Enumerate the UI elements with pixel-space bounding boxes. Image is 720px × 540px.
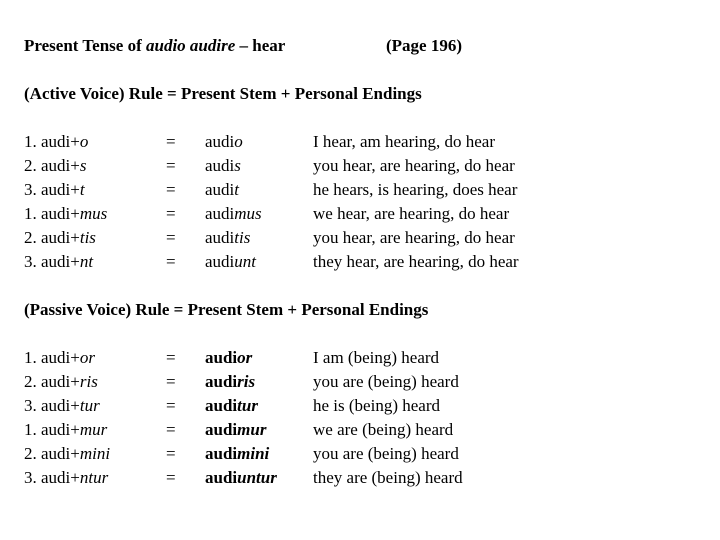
title-verb: audio audire — [146, 36, 236, 55]
form-cell — [24, 132, 88, 152]
result-cell — [205, 156, 241, 176]
ending: tis — [79, 228, 96, 247]
translation: they are (being) heard — [313, 468, 463, 487]
result-ending: or — [237, 348, 253, 367]
equals-sign: = — [166, 348, 176, 367]
person-stem: 1. audi+ — [24, 132, 80, 151]
ending: ntur — [79, 468, 109, 487]
result-stem: audi — [205, 444, 238, 463]
equals-sign: = — [166, 156, 176, 175]
result-cell — [205, 372, 255, 392]
result-ending: mini — [237, 444, 270, 463]
form-cell — [24, 204, 107, 224]
translation: you hear, are hearing, do hear — [313, 156, 515, 175]
person-stem: 3. audi+ — [24, 468, 80, 487]
person-stem: 2. audi+ — [24, 228, 80, 247]
conjugation-row — [24, 372, 704, 396]
result-cell — [205, 420, 266, 440]
equals-sign: = — [166, 252, 176, 271]
ending: mini — [79, 444, 111, 463]
passive-conjugation-table — [24, 348, 704, 492]
person-stem: 1. audi+ — [24, 348, 80, 367]
title-meaning: – hear — [235, 36, 286, 55]
translation: they hear, are hearing, do hear — [313, 252, 519, 271]
equals-sign: = — [166, 132, 176, 151]
result-stem: audi — [205, 468, 238, 487]
form-cell — [24, 372, 98, 392]
conjugation-row — [24, 444, 704, 468]
conjugation-row — [24, 348, 704, 372]
result-stem: audi — [205, 420, 238, 439]
equals-sign: = — [166, 396, 176, 415]
ending: t — [79, 180, 85, 199]
result-stem: audi — [205, 396, 238, 415]
result-cell — [205, 468, 277, 488]
result-ending: tis — [234, 228, 251, 247]
result-cell — [205, 444, 269, 464]
person-stem: 3. audi+ — [24, 396, 80, 415]
result-ending: untur — [237, 468, 277, 487]
result-stem: audi — [205, 204, 235, 223]
translation: we hear, are hearing, do hear — [313, 204, 510, 223]
result-stem: audi — [205, 228, 235, 247]
equals-sign: = — [166, 204, 176, 223]
form-cell — [24, 252, 93, 272]
result-ending: s — [234, 156, 241, 175]
ending: mur — [79, 420, 108, 439]
person-stem: 3. audi+ — [24, 252, 80, 271]
equals-sign: = — [166, 180, 176, 199]
result-cell — [205, 204, 262, 224]
form-cell — [24, 180, 85, 200]
conjugation-row — [24, 180, 704, 204]
result-stem: audi — [205, 180, 235, 199]
conjugation-row — [24, 228, 704, 252]
form-cell — [24, 420, 107, 440]
result-ending: mur — [237, 420, 267, 439]
equals-sign: = — [166, 444, 176, 463]
form-cell — [24, 228, 96, 248]
person-stem: 2. audi+ — [24, 372, 80, 391]
form-cell — [24, 156, 86, 176]
form-cell — [24, 444, 110, 464]
result-cell — [205, 348, 252, 368]
page-title — [24, 36, 463, 56]
conjugation-row — [24, 252, 704, 276]
page-reference: (Page 196) — [386, 36, 463, 55]
result-ending: unt — [234, 252, 257, 271]
ending: tur — [79, 396, 100, 415]
result-ending: ris — [237, 372, 256, 391]
translation: you hear, are hearing, do hear — [313, 228, 515, 247]
conjugation-row — [24, 204, 704, 228]
result-cell — [205, 228, 250, 248]
result-stem: audi — [205, 348, 238, 367]
result-cell — [205, 132, 243, 152]
conjugation-row — [24, 156, 704, 180]
active-conjugation-table — [24, 132, 704, 276]
active-voice-rule: (Active Voice) Rule = Present Stem + Personal Endings — [24, 84, 422, 103]
ending: mus — [79, 204, 108, 223]
equals-sign: = — [166, 420, 176, 439]
ending: nt — [79, 252, 94, 271]
title-prefix: Present Tense of — [24, 36, 146, 55]
translation: he hears, is hearing, does hear — [313, 180, 518, 199]
ending: or — [79, 348, 95, 367]
form-cell — [24, 396, 100, 416]
result-ending: t — [234, 180, 240, 199]
passive-voice-rule: (Passive Voice) Rule = Present Stem + Personal Endings — [24, 300, 429, 319]
person-stem: 3. audi+ — [24, 180, 80, 199]
result-stem: audi — [205, 156, 235, 175]
translation: we are (being) heard — [313, 420, 454, 439]
ending: s — [79, 156, 87, 175]
person-stem: 1. audi+ — [24, 420, 80, 439]
translation: he is (being) heard — [313, 396, 440, 415]
form-cell — [24, 468, 108, 488]
result-stem: audi — [205, 372, 238, 391]
translation: I am (being) heard — [313, 348, 440, 367]
equals-sign: = — [166, 228, 176, 247]
conjugation-row — [24, 420, 704, 444]
result-stem: audi — [205, 132, 235, 151]
conjugation-row — [24, 396, 704, 420]
ending: o — [79, 132, 89, 151]
conjugation-row — [24, 468, 704, 492]
result-cell — [205, 180, 239, 200]
translation: you are (being) heard — [313, 372, 459, 391]
translation: you are (being) heard — [313, 444, 459, 463]
form-cell — [24, 348, 95, 368]
equals-sign: = — [166, 468, 176, 487]
person-stem: 1. audi+ — [24, 204, 80, 223]
person-stem: 2. audi+ — [24, 444, 80, 463]
conjugation-row — [24, 132, 704, 156]
result-ending: o — [234, 132, 243, 151]
equals-sign: = — [166, 372, 176, 391]
result-ending: tur — [237, 396, 258, 415]
result-cell — [205, 396, 258, 416]
result-cell — [205, 252, 256, 272]
translation: I hear, am hearing, do hear — [313, 132, 495, 151]
result-ending: mus — [234, 204, 262, 223]
person-stem: 2. audi+ — [24, 156, 80, 175]
result-stem: audi — [205, 252, 235, 271]
ending: ris — [79, 372, 98, 391]
